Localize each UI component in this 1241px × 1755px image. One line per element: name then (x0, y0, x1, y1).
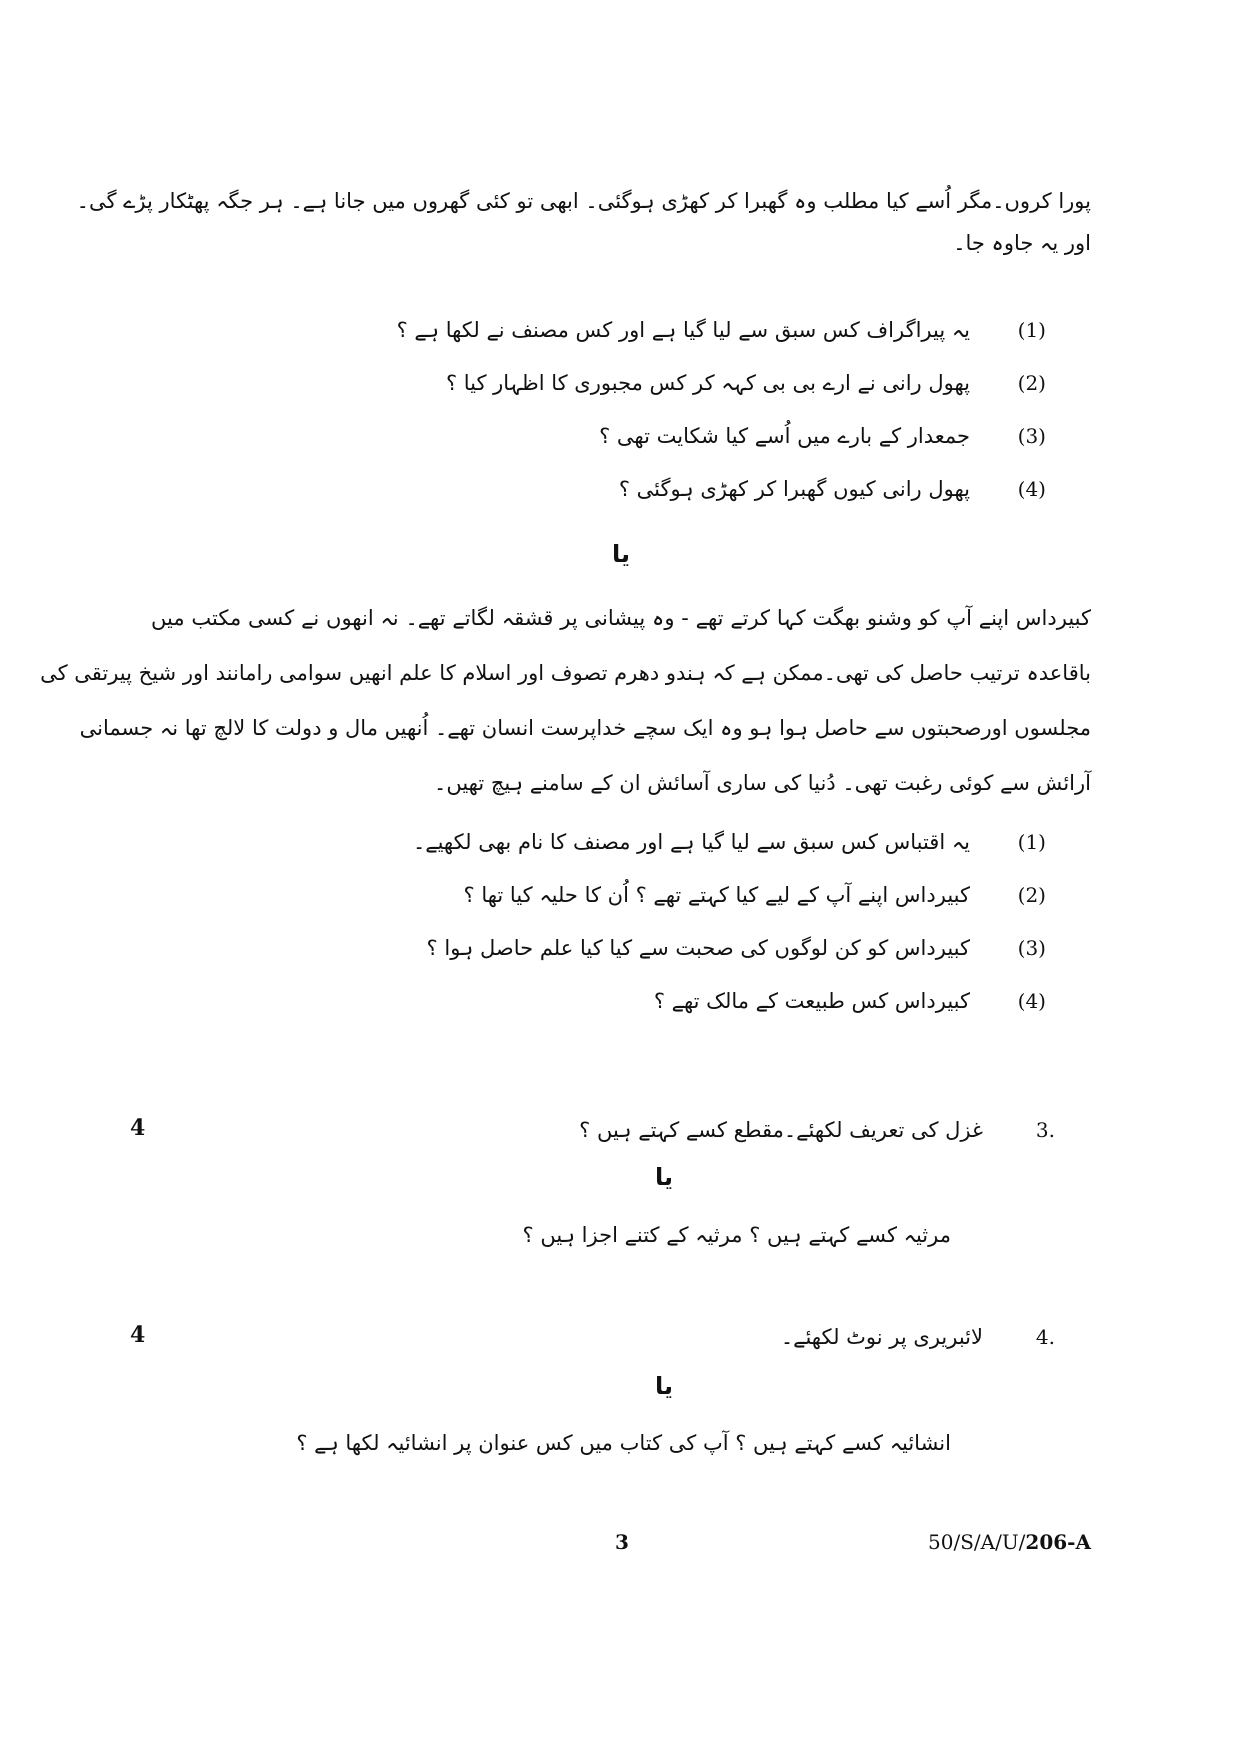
question-3 (579, 1110, 1055, 1150)
question-3-alternative: مرثیہ کسے کہتے ہیں ؟ مرثیہ کے کتنے اجزا ہیں ؟ (522, 1223, 951, 1247)
question-text: پھول رانی کیوں گھبرا کر کھڑی ہوگئی ؟ (618, 477, 970, 501)
passage2-question-3 (320, 928, 1046, 968)
question-text: یہ اقتباس کس سبق سے لیا گیا ہے اور مصنف کا نام بھی لکھیے۔ (412, 830, 970, 854)
paper-code (928, 1530, 1091, 1554)
question-number: 4. (1035, 1325, 1055, 1349)
passage2-question-2 (320, 875, 1046, 915)
passage2-question-4 (320, 981, 1046, 1021)
passage1-question-1 (320, 310, 1046, 350)
question-text: جمعدار کے بارے میں اُسے کیا شکایت تھی ؟ (599, 424, 970, 448)
passage2-line-4: آرائش سے کوئی رغبت تھی۔ دُنیا کی ساری آسائش ان کے سامنے ہیچ تھیں۔ (434, 771, 1091, 795)
question-3-marks: 4 (130, 1115, 146, 1141)
or-separator: یا (655, 1163, 674, 1191)
or-separator: یا (612, 540, 631, 568)
question-text: کبیرداس کو کن لوگوں کی صحبت سے کیا کیا علم حاصل ہوا ؟ (426, 936, 970, 960)
question-text: یہ پیراگراف کس سبق سے لیا گیا ہے اور کس مصنف نے لکھا ہے ؟ (396, 318, 970, 342)
question-number: (2) (1017, 883, 1046, 907)
passage1-line-1: پورا کروں۔مگر اُسے کیا مطلب وہ گھبرا کر کھڑی ہوگئی۔ ابھی تو کئی گھروں میں جانا ہے۔ ہر جگہ پھٹکار پڑے گی۔ (76, 189, 1091, 213)
passage1-question-4 (320, 469, 1046, 509)
question-number: (1) (1017, 318, 1046, 342)
passage1-question-3 (320, 416, 1046, 456)
question-text: کبیرداس اپنے آپ کے لیے کیا کہتے تھے ؟ اُن کا حلیہ کیا تھا ؟ (463, 883, 970, 907)
question-number: (3) (1017, 936, 1046, 960)
question-4-marks: 4 (130, 1322, 146, 1348)
question-number: (2) (1017, 371, 1046, 395)
or-separator: یا (655, 1372, 674, 1400)
paper-code-suffix: 206-A (1025, 1530, 1091, 1554)
passage2-line-1: کبیرداس اپنے آپ کو وشنو بھگت کہا کرتے تھے - وہ پیشانی پر قشقہ لگاتے تھے۔ نہ انھوں نے کسی مکتب میں (151, 606, 1091, 630)
question-text: پھول رانی نے ارے بی بی کہہ کر کس مجبوری کا اظہار کیا ؟ (445, 371, 970, 395)
question-text: کبیرداس کس طبیعت کے مالک تھے ؟ (653, 989, 970, 1013)
question-4-alternative: انشائیہ کسے کہتے ہیں ؟ آپ کی کتاب میں کس عنوان پر انشائیہ لکھا ہے ؟ (296, 1431, 951, 1455)
question-4 (781, 1317, 1055, 1357)
question-number: 3. (1035, 1118, 1055, 1142)
passage1-question-2 (320, 363, 1046, 403)
passage2-question-1 (320, 822, 1046, 862)
question-text: غزل کی تعریف لکھئے۔مقطع کسے کہتے ہیں ؟ (579, 1118, 983, 1142)
passage1-line-2: اور یہ جاوہ جا۔ (953, 231, 1091, 255)
question-number: (3) (1017, 424, 1046, 448)
question-number: (4) (1017, 477, 1046, 501)
question-number: (4) (1017, 989, 1046, 1013)
page-number: 3 (615, 1530, 629, 1554)
question-text: لائبریری پر نوٹ لکھئے۔ (780, 1325, 983, 1349)
passage2-line-2: باقاعدہ ترتیب حاصل کی تھی۔ممکن ہے کہ ہندو دھرم تصوف اور اسلام کا علم انھیں سوامی رامانند اور شیخ پیرتقی کی (40, 661, 1091, 685)
paper-code-prefix: 50/S/A/U/ (928, 1530, 1026, 1554)
passage2-line-3: مجلسوں اورصحبتوں سے حاصل ہوا ہو وہ ایک سچے خداپرست انسان تھے۔ اُنھیں مال و دولت کا لالچ تھا نہ جسمانی (79, 716, 1091, 740)
question-number: (1) (1017, 830, 1046, 854)
